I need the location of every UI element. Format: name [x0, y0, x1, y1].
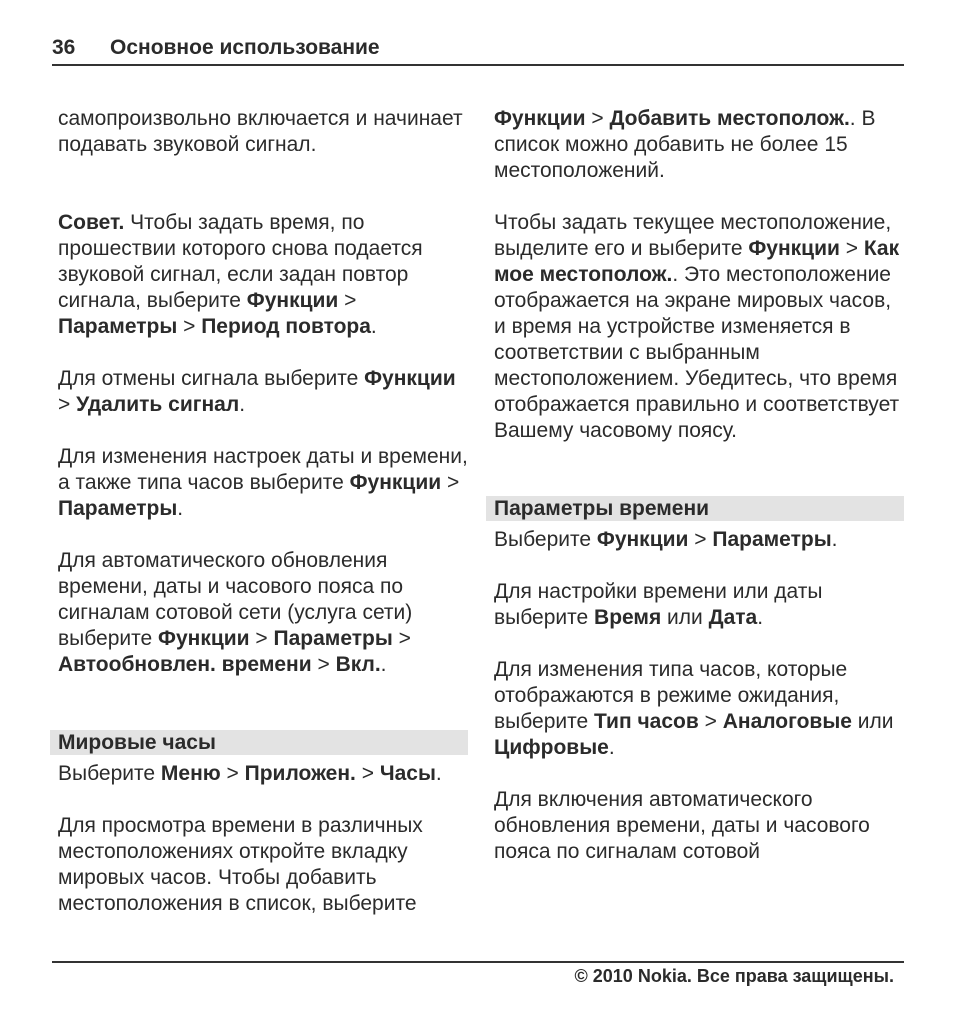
paragraph-world-clock-path: Выберите Меню > Приложен. > Часы. [58, 762, 442, 785]
page-number: 36 [52, 36, 76, 59]
footer-rule [52, 961, 904, 963]
paragraph-date-settings: Для изменения настроек даты и времени, а также типа часов выберите Функции > Параметры. [58, 445, 468, 520]
paragraph-alarm-continuation: самопроизвольно включается и начинает подавать звуковой сигнал. [58, 107, 463, 156]
section-heading-time-settings: Параметры времени [486, 496, 904, 521]
paragraph-time-settings-path: Выберите Функции > Параметры. [494, 528, 838, 551]
paragraph-clock-type: Для изменения типа часов, которые отображаются в режиме ожидания, выберите Тип часов > Аналоговые или Цифровые. [494, 658, 894, 759]
paragraph-current-location: Чтобы задать текущее местоположение, выделите его и выберите Функции > Как мое местополож.. Это местоположение отображается на экране мировых часов, и время на устройстве изменяется в соответствии с выбранным местоположением. Убедитесь, что время отображается правильно и соответствует Вашему часовому поясу. [494, 211, 900, 442]
menu-path-repeat-period: Период повтора [201, 315, 371, 338]
paragraph-time-date: Для настройки времени или даты выберите Время или Дата. [494, 580, 823, 629]
left-column [58, 106, 468, 943]
chapter-title: Основное использование [110, 36, 380, 59]
right-column [494, 106, 904, 891]
copyright-footer: © 2010 Nokia. Все права защищены. [574, 966, 894, 986]
tip-label: Совет. [58, 211, 125, 234]
menu-path-functions: Функции [246, 289, 339, 312]
paragraph-tip: Совет. Чтобы задать время, по прошествии которого снова подается звуковой сигнал, если задан повтор сигнала, выберите Функции > Параметры > Период повтора. [58, 211, 423, 338]
page-header [52, 36, 904, 60]
paragraph-auto-update: Для автоматического обновления времени, даты и часового пояса по сигналам сотовой сети (услуга сети) выберите Функции > Параметры > Автообновлен. времени > Вкл.. [58, 549, 413, 676]
header-rule [52, 64, 904, 66]
paragraph-add-location: Функции > Добавить местополож.. В список можно добавить не более 15 местоположений. [494, 107, 876, 182]
paragraph-auto-update-network: Для включения автоматического обновления времени, даты и часового пояса по сигналам сотовой [494, 788, 870, 863]
section-heading-world-clock: Мировые часы [50, 730, 468, 755]
paragraph-world-clock-view: Для просмотра времени в различных местоположениях откройте вкладку мировых часов. Чтобы добавить местоположения в список, выберите [58, 814, 423, 915]
menu-path-parameters: Параметры [58, 315, 178, 338]
paragraph-cancel-alarm: Для отмены сигнала выберите Функции > Удалить сигнал. [58, 367, 456, 416]
